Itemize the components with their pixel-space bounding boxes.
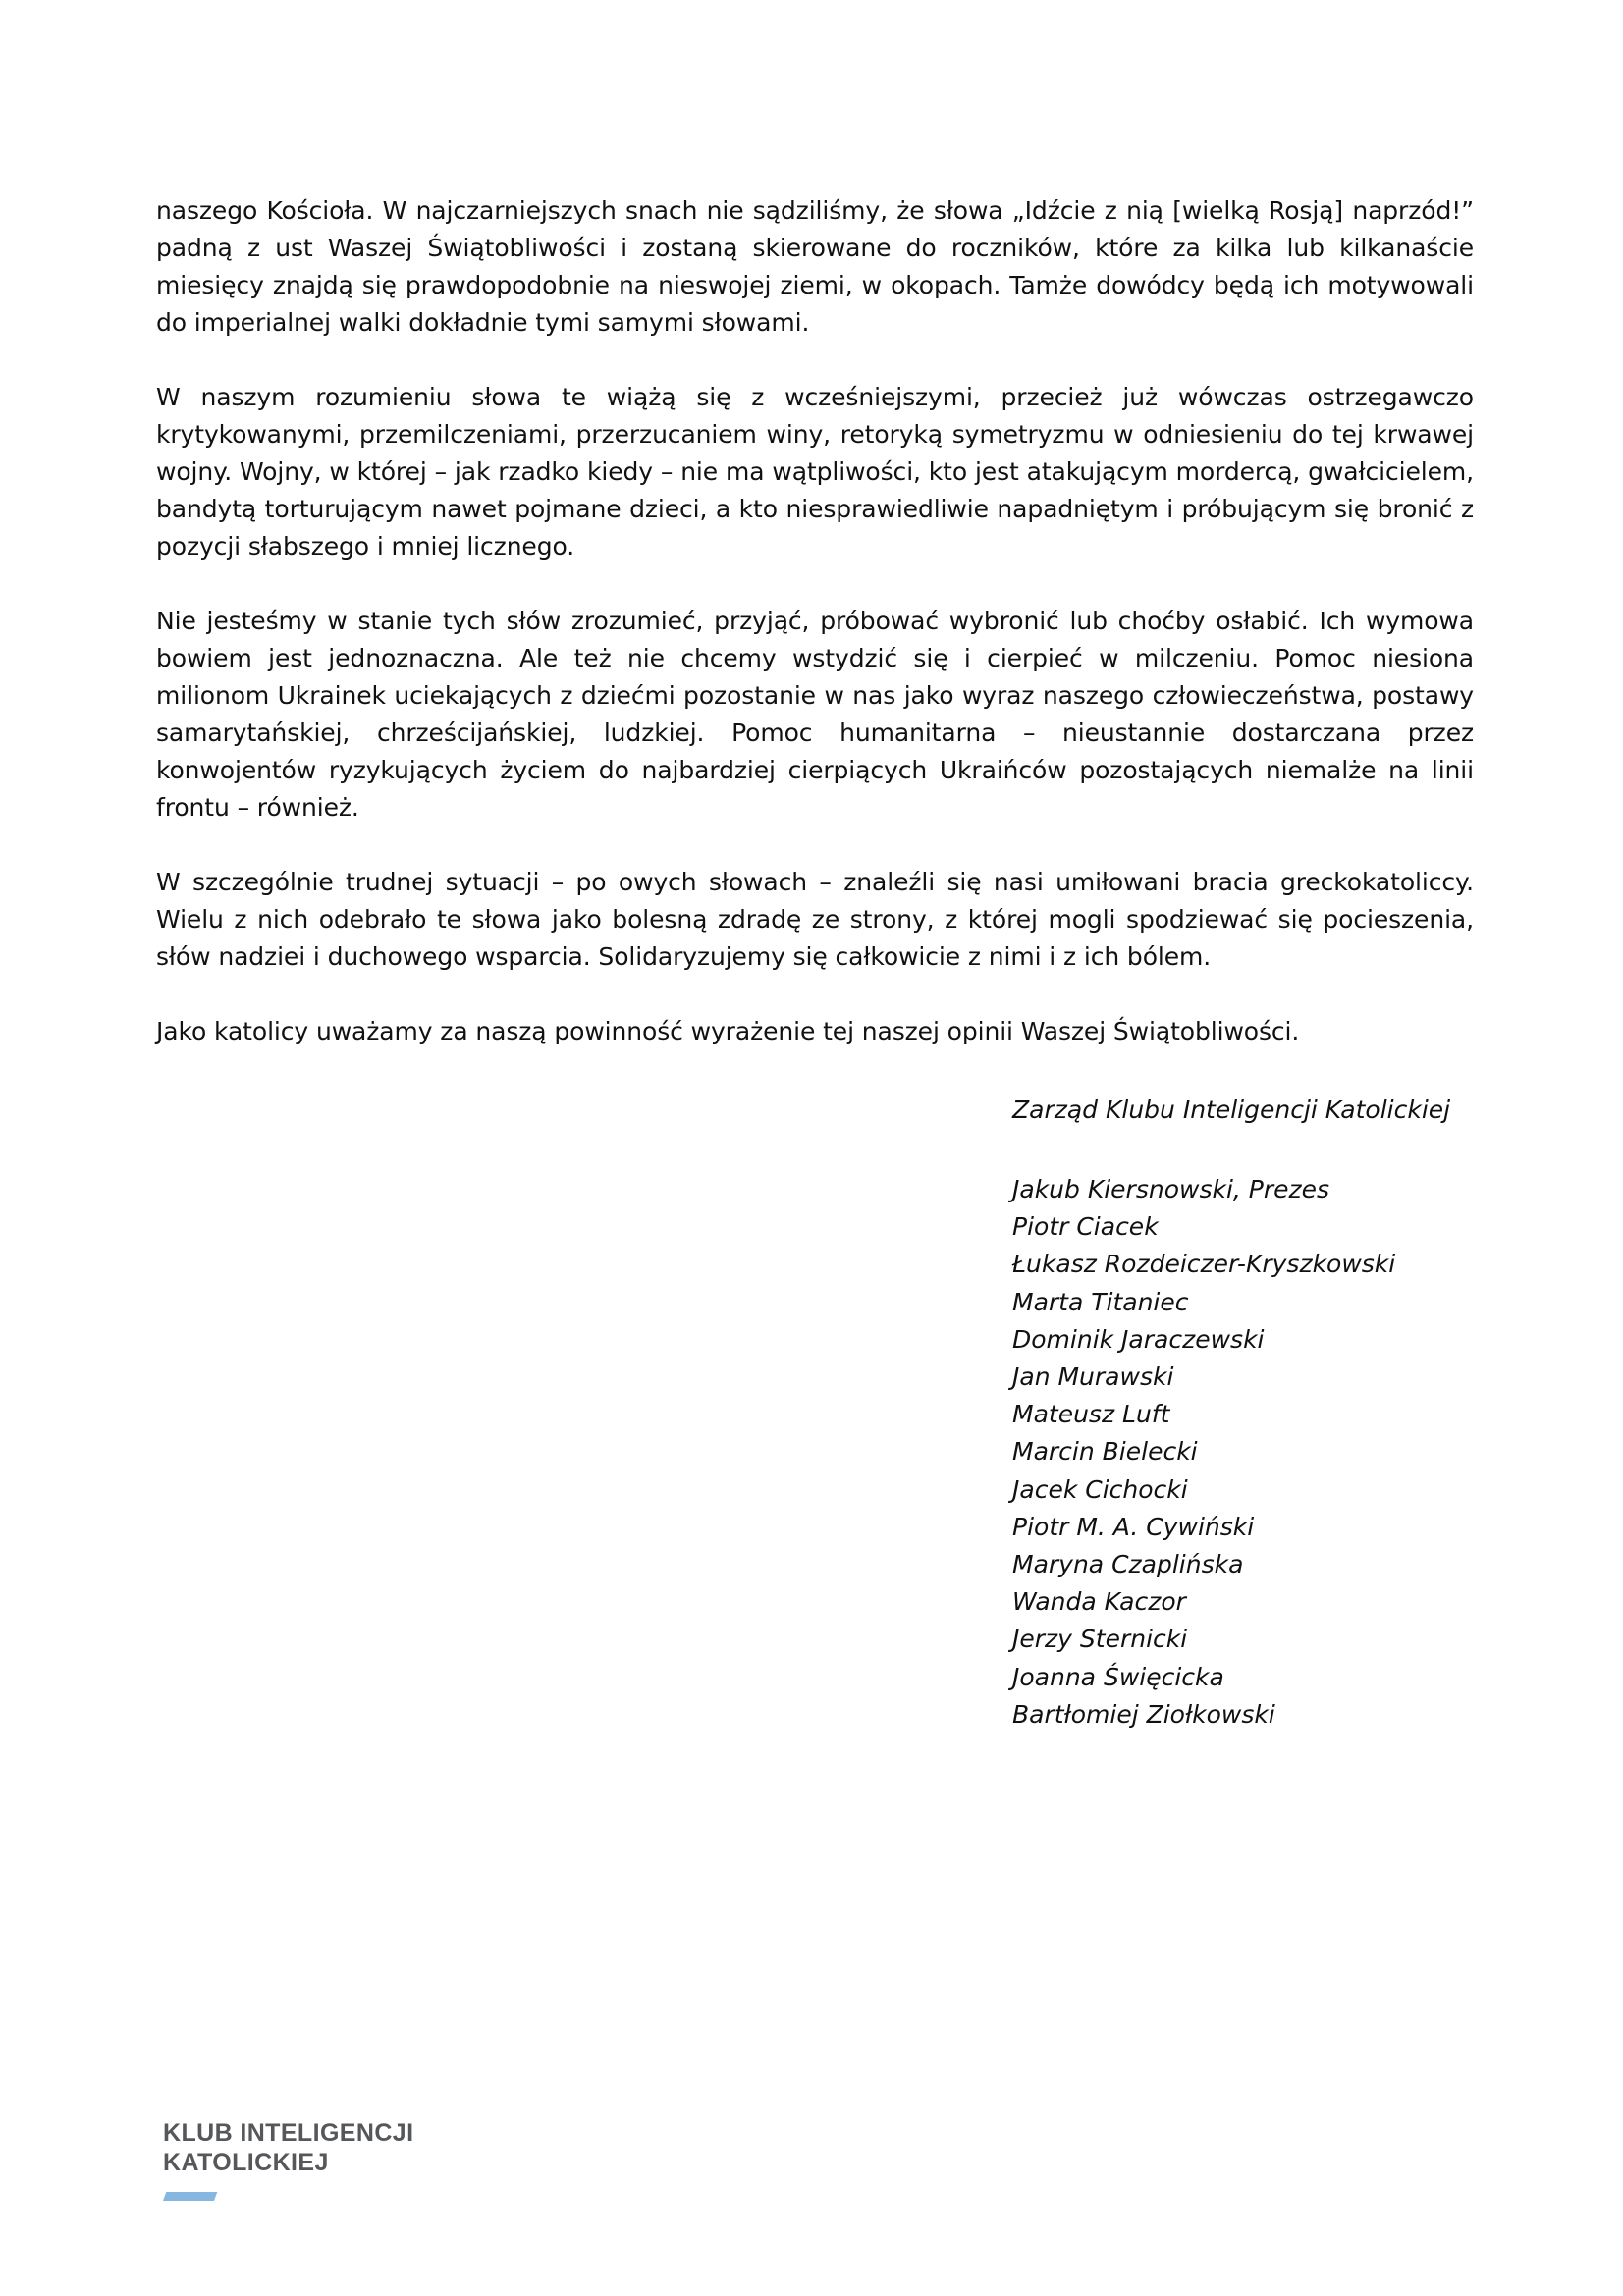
signatory-name: Marcin Bielecki [1012,1437,1198,1467]
signatory-name: Piotr Ciacek [1012,1212,1159,1242]
paragraph: Jako katolicy uważamy za naszą powinność wyrażenie tej naszej opinii Waszej Świątobliwości. [156,1017,1300,1045]
signatory-list [1012,1171,1562,1734]
signatory-name: Maryna Czaplińska [1012,1550,1244,1579]
logo-line-1: KLUB INTELIGENCJI [163,2119,414,2147]
signatory-name: Piotr M. A. Cywiński [1012,1512,1255,1541]
signature-title: Zarząd Klubu Inteligencji Katolickiej [1012,1095,1451,1124]
paragraph: W szczególnie trudnej sytuacji – po owych słowach – znaleźli się nasi umiłowani bracia greckokatoliccy. Wielu z nich odebrało te słowa jako bolesną zdradę ze strony, z której mogli spodziewać się pocieszenia, słów nadziei i duchowego wsparcia. Solidaryzujemy się całkowicie z nimi i z ich bólem. [156,868,1474,971]
logo-accent-bar [163,2192,217,2201]
signatory-name: Mateusz Luft [1012,1400,1170,1429]
paragraph: W naszym rozumieniu słowa te wiążą się z wcześniejszymi, przecież już wówczas ostrzegawczo krytykowanymi, przemilczeniami, przerzucaniem winy, retoryką symetryzmu w odniesieniu do tej krwawej wojny. Wojny, w której – jak rzadko kiedy – nie ma wątpliwości, kto jest atakującym mordercą, gwałcicielem, bandytą torturującym nawet pojmane dzieci, a kto niesprawiedliwie napadniętym i próbującym się bronić z pozycji słabszego i mniej licznego. [156,383,1474,561]
logo-line-2: KATOLICKIEJ [163,2149,329,2176]
signature-block [1012,1092,1562,1734]
signatory-name: Marta Titaniec [1012,1287,1189,1316]
paragraph: Nie jesteśmy w stanie tych słów zrozumieć, przyjąć, próbować wybronić lub choćby osłabić. Ich wymowa bowiem jest jednoznaczna. Ale też nie chcemy wstydzić się i cierpieć w milczeniu. Pomoc niesiona milionom Ukrainek uciekających z dziećmi pozostanie w nas jako wyraz naszego człowieczeństwa, postawy samarytańskiej, chrześcijańskiej, ludzkiej. Pomoc humanitarna – nieustannie dostarczana przez konwojentów ryzykujących życiem do najbardziej cierpiących Ukraińców pozostających niemalże na linii frontu – również. [156,607,1474,822]
signatory-name: Bartłomiej Ziołkowski [1012,1699,1275,1729]
organization-logo [163,2118,413,2201]
signatory-name: Łukasz Rozdeiczer-Kryszkowski [1012,1250,1396,1279]
signatory-name: Joanna Święcicka [1012,1662,1224,1691]
signatory-name: Jerzy Sternicki [1012,1625,1188,1654]
signatory-name: Wanda Kaczor [1012,1587,1186,1617]
signatory-name: Jacek Cichocki [1012,1474,1188,1504]
signatory-name: Jakub Kiersnowski, Prezes [1012,1175,1330,1203]
paragraph: naszego Kościoła. W najczarniejszych snach nie sądziliśmy, że słowa „Idźcie z nią [wielką Rosją] naprzód!” padną z ust Waszej Świątobliwości i zostaną skierowane do roczników, które za kilka lub kilkanaście miesięcy znajdą się prawdopodobnie na nieswojej ziemi, w okopach. Tamże dowódcy będą ich motywowali do imperialnej walki dokładnie tymi samymi słowami. [156,196,1474,337]
signatory-name: Dominik Jaraczewski [1012,1324,1265,1354]
letter-body [156,192,1474,1088]
signatory-name: Jan Murawski [1012,1362,1174,1392]
